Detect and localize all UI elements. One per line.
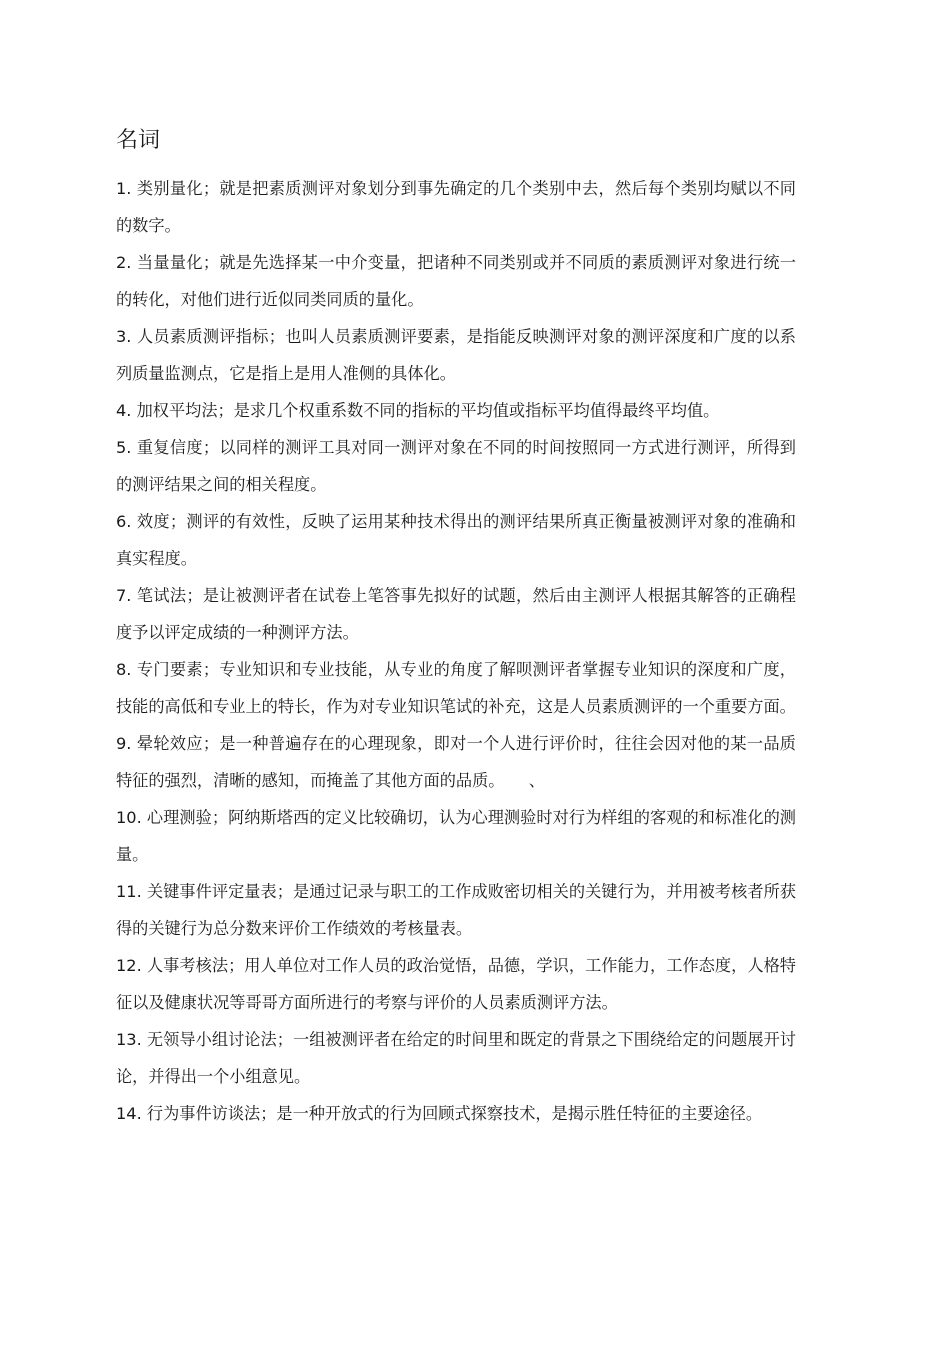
term-entry-12: 12. 人事考核法；用人单位对工作人员的政治觉悟，品德，学识，工作能力，工作态度，人格特征以及健康状况等哥哥方面所进行的考察与评价的人员素质测评方法。 bbox=[116, 956, 796, 1012]
term-entry-13: 13. 无领导小组讨论法；一组被测评者在给定的时间里和既定的背景之下围绕给定的问题展开讨论，并得出一个小组意见。 bbox=[116, 1030, 796, 1086]
page-title: 名词 bbox=[116, 128, 161, 153]
term-entry-2: 2. 当量量化；就是先选择某一中介变量，把诸种不同类别或并不同质的素质测评对象进行统一的转化，对他们进行近似同类同质的量化。 bbox=[116, 253, 796, 309]
term-entry-10: 10. 心理测验；阿纳斯塔西的定义比较确切，认为心理测验时对行为样组的客观的和标准化的测量。 bbox=[116, 808, 796, 864]
term-entry-3: 3. 人员素质测评指标；也叫人员素质测评要素，是指能反映测评对象的测评深度和广度的以系列质量监测点，它是指上是用人准侧的具体化。 bbox=[116, 327, 796, 383]
term-entry-4: 4. 加权平均法；是求几个权重系数不同的指标的平均值或指标平均值得最终平均值。 bbox=[116, 401, 720, 420]
term-entry-5: 5. 重复信度；以同样的测评工具对同一测评对象在不同的时间按照同一方式进行测评，所得到的测评结果之间的相关程度。 bbox=[116, 438, 796, 494]
term-entry-9: 9. 晕轮效应；是一种普遍存在的心理现象，即对一个人进行评价时，往往会因对他的某一品质特征的强烈，清晰的感知，而掩盖了其他方面的品质。 、 bbox=[116, 734, 796, 790]
term-entry-14: 14. 行为事件访谈法；是一种开放式的行为回顾式探察技术，是揭示胜任特征的主要途径。 bbox=[116, 1104, 763, 1123]
term-entry-11: 11. 关键事件评定量表；是通过记录与职工的工作成败密切相关的关键行为，并用被考核者所获得的关键行为总分数来评价工作绩效的考核量表。 bbox=[116, 882, 796, 938]
term-entry-6: 6. 效度；测评的有效性，反映了运用某种技术得出的测评结果所真正衡量被测评对象的准确和真实程度。 bbox=[116, 512, 796, 568]
term-entry-7: 7. 笔试法；是让被测评者在试卷上笔答事先拟好的试题，然后由主测评人根据其解答的正确程度予以评定成绩的一种测评方法。 bbox=[116, 586, 796, 642]
document-page bbox=[116, 126, 796, 1132]
term-entry-8: 8. 专门要素；专业知识和专业技能，从专业的角度了解呗测评者掌握专业知识的深度和广度，技能的高低和专业上的特长，作为对专业知识笔试的补充，这是人员素质测评的一个重要方面。 bbox=[116, 660, 796, 716]
term-entry-1: 1. 类别量化；就是把素质测评对象划分到事先确定的几个类别中去，然后每个类别均赋以不同的数字。 bbox=[116, 179, 796, 235]
